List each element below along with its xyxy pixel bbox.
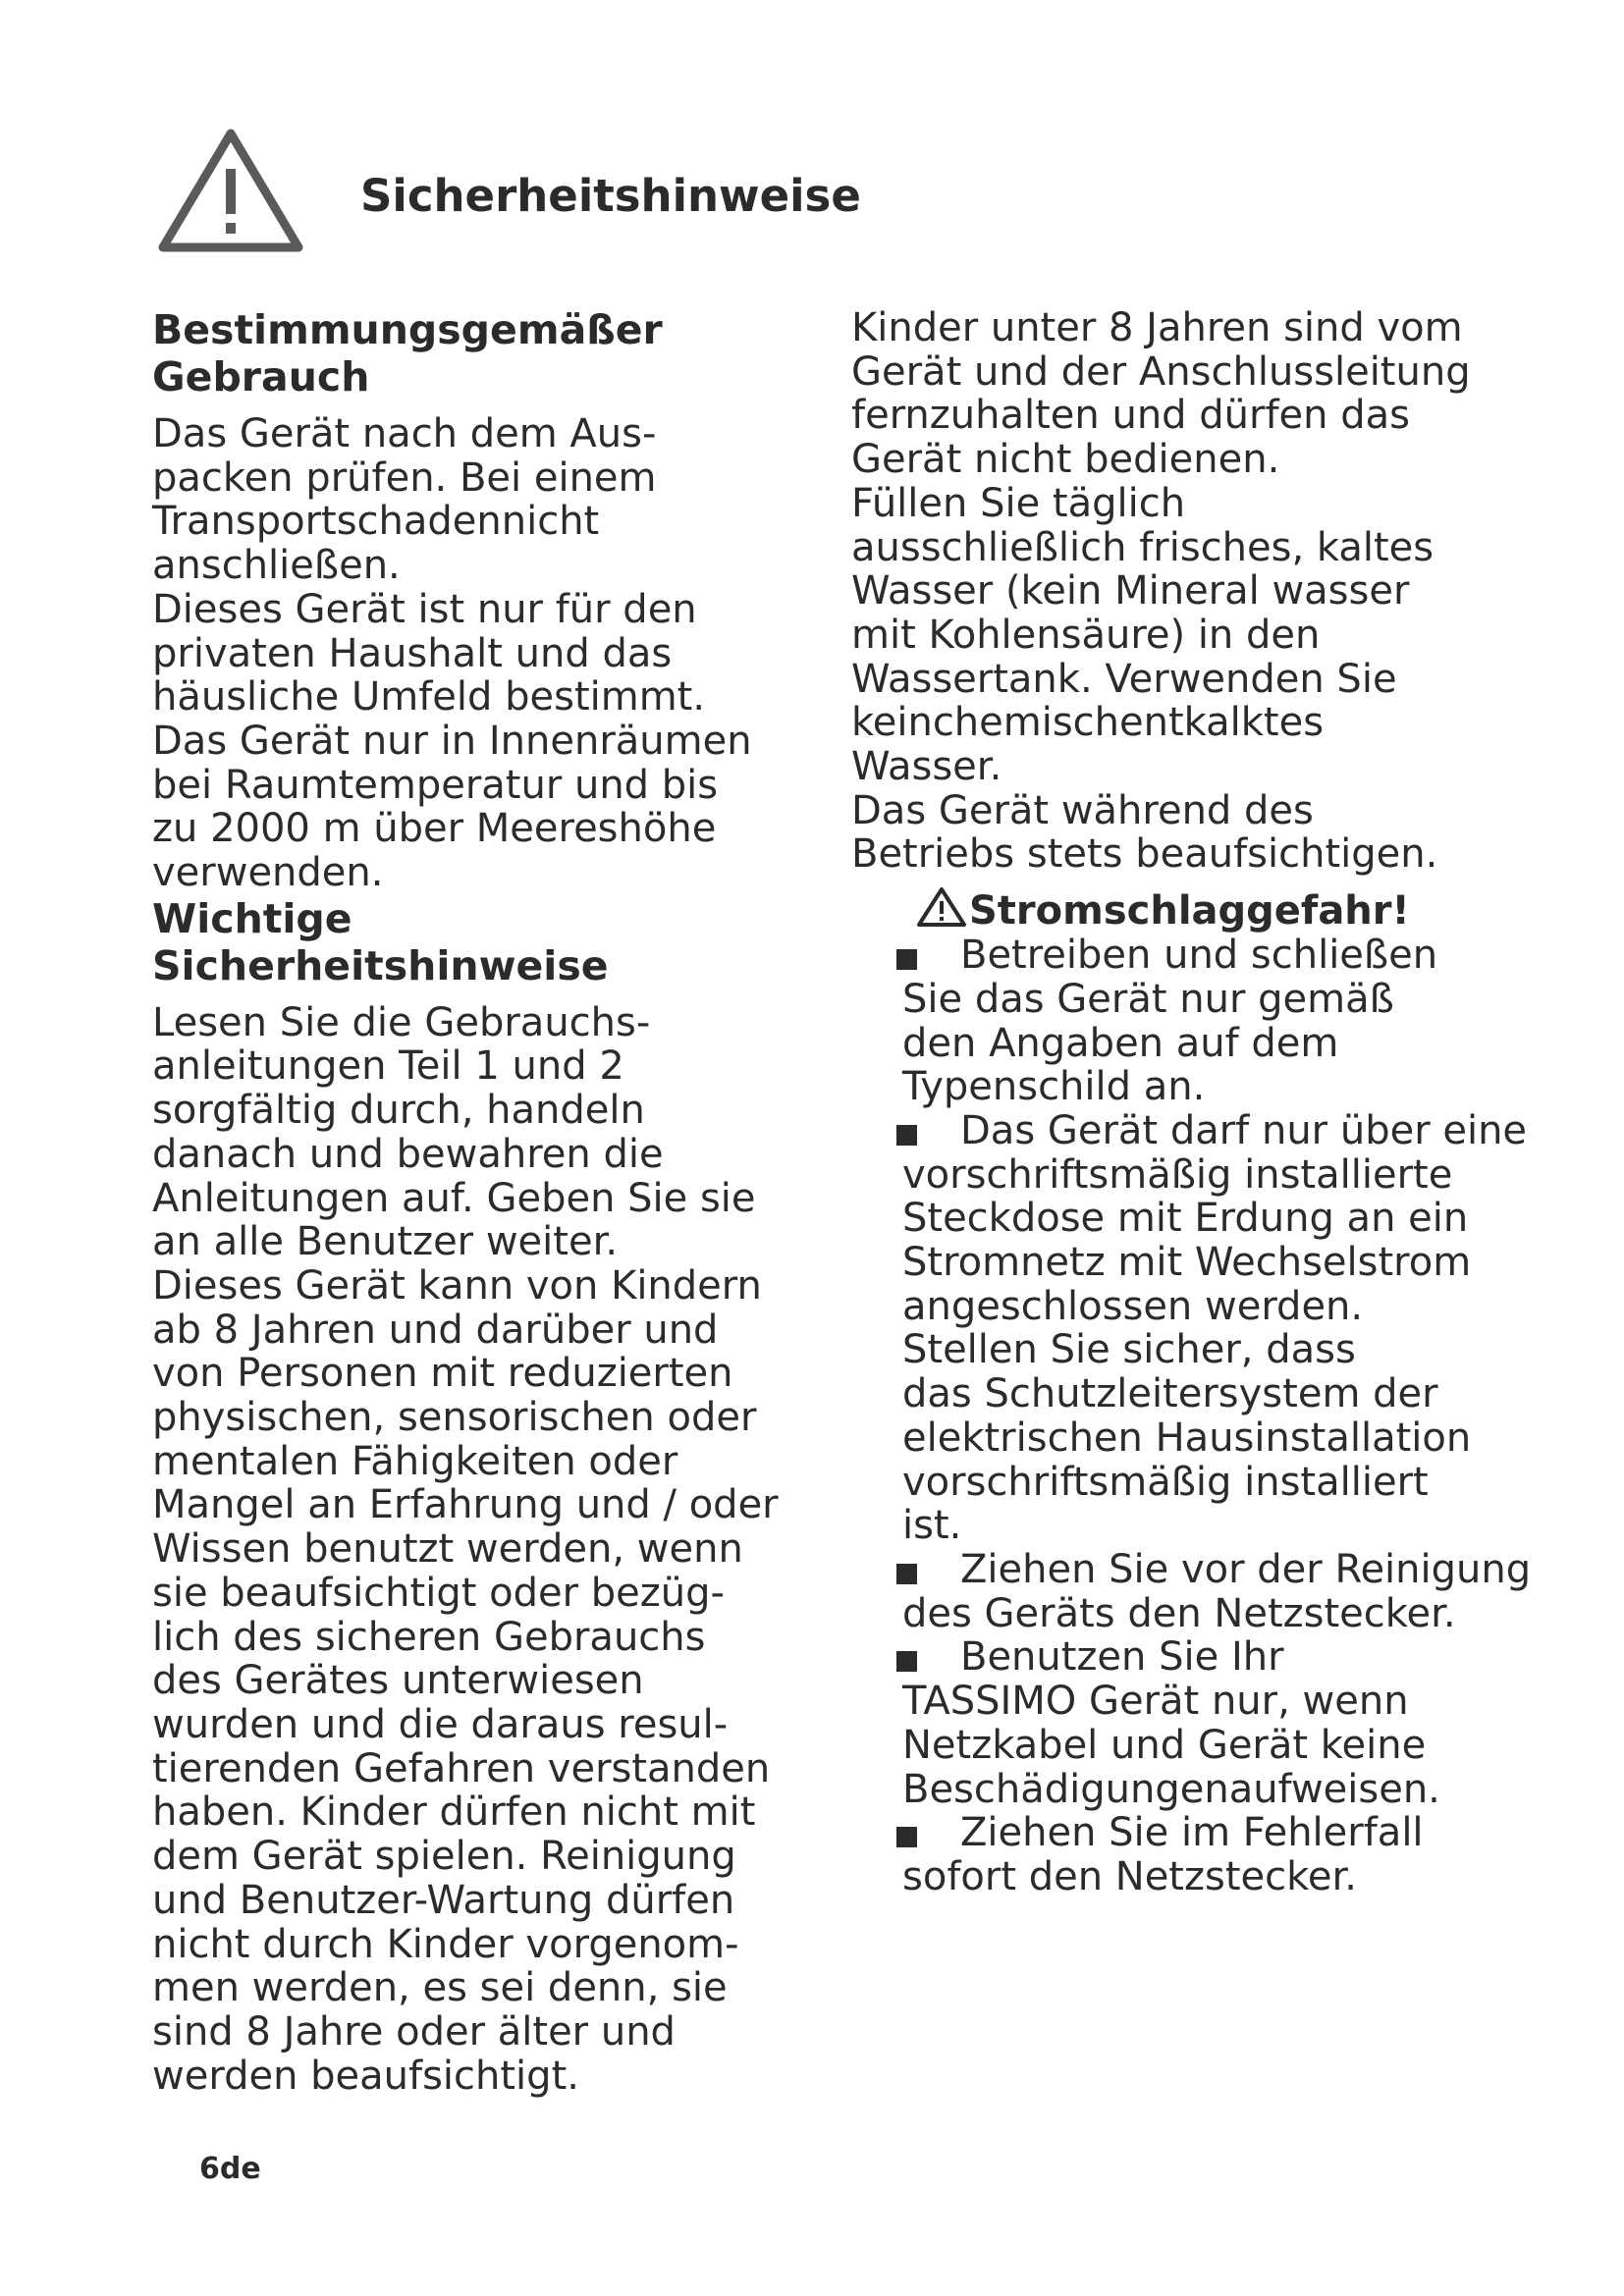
text-line: Gerät nicht bedienen. [851,437,1280,483]
text-line: zu 2000 m über Meereshöhe [152,806,717,852]
text-line: Das Gerät nur in Innenräumen [152,718,752,764]
text-line: vorschriftsmäßig installierte [902,1151,1453,1198]
text-line: Wasser. [851,744,1002,790]
text-line: Steckdose mit Erdung an ein [902,1196,1469,1242]
text-line: von Personen mit reduzierten [152,1351,733,1397]
text-line: Wissen benutzt werden, wenn [152,1526,743,1573]
important-safety-paragraph [152,1001,820,2099]
bullet-square-icon [896,949,917,970]
text-line: keinchemischentkalktes [851,700,1325,746]
text-line: Sie das Gerät nur gemäß [902,976,1394,1022]
text-line: des Gerätes unterwiesen [152,1658,644,1704]
text-line: tierenden Gefahren verstanden [152,1745,771,1791]
text-line: und Benutzer-Wartung dürfen [152,1877,735,1923]
text-line: sind 8 Jahre oder älter und [152,2008,676,2055]
text-line: Kinder unter 8 Jahren sind vom [851,305,1463,350]
text-line: werden beaufsichtigt. [152,2053,579,2099]
text-line: Stromnetz mit Wechselstrom [902,1240,1472,1286]
text-line: Gerät und der Anschlussleitung [851,348,1471,395]
text-line: das Schutzleitersystem der [902,1371,1438,1417]
left-column [152,306,820,2098]
text-line: Das Gerät darf nur über eine [960,1107,1528,1153]
text-line: Benutzen Sie Ihr [960,1634,1284,1681]
text-line: Betriebs stets beaufsichtigen. [851,831,1438,878]
text-line: danach und bewahren die [152,1131,664,1177]
text-line: Wassertank. Verwenden Sie [851,656,1397,702]
text-line: Ziehen Sie im Fehlerfall [960,1810,1424,1856]
text-line: physischen, sensorischen oder [152,1395,757,1441]
text-line: Das Gerät während des [851,787,1314,833]
text-line: anleitungen Teil 1 und 2 [152,1043,624,1090]
text-line: mentalen Fähigkeiten oder [152,1438,678,1484]
bullet-item [902,1635,1578,1811]
text-line: sofort den Netzstecker. [902,1853,1357,1899]
text-line: men werden, es sei denn, sie [152,1965,728,2011]
text-line: TASSIMO Gerät nur, wenn [902,1679,1409,1725]
text-line: verwenden. [152,850,384,896]
text-line: lich des sicheren Gebrauchs [152,1614,706,1660]
text-line: anschließen. [152,543,401,589]
text-line: Lesen Sie die Gebrauchs- [152,999,651,1045]
text-line: dem Gerät spielen. Reinigung [152,1834,736,1880]
page-title: Sicherheitshinweise [360,170,861,222]
warning-triangle-icon [916,886,967,928]
text-line: Ziehen Sie vor der Reinigung [960,1546,1532,1592]
text-line: Das Gerät nach dem Aus- [152,411,657,456]
text-line: an alle Benutzer weiter. [152,1219,619,1265]
intended-use-paragraph [152,412,820,895]
text-line: elektrischen Hausinstallation [902,1415,1472,1461]
heading-line: Bestimmungsgemäßer [152,306,663,353]
text-line: mit Kohlensäure) in den [851,612,1321,658]
bullet-square-icon [896,1651,917,1672]
bullet-item [902,1109,1578,1548]
text-line: des Geräts den Netzstecker. [902,1590,1456,1636]
warning-triangle-icon [157,126,304,255]
text-line: sorgfältig durch, handeln [152,1088,645,1134]
text-line: Transportschadennicht [152,499,600,545]
text-line: Betreiben und schließen [960,933,1438,979]
bullet-item [902,1548,1578,1635]
text-line: Stellen Sie sicher, dass [902,1327,1356,1373]
text-line: fernzuhalten und dürfen das [851,393,1410,439]
text-line: ab 8 Jahren und darüber und [152,1307,719,1353]
children-water-paragraph [851,306,1578,877]
bullet-item [902,1811,1578,1898]
text-line: häusliche Umfeld bestimmt. [152,674,706,721]
text-line: den Angaben auf dem [902,1020,1339,1066]
text-line: ist. [902,1503,962,1549]
bullet-square-icon [896,1827,917,1847]
section-heading-important-safety: Wichtige Sicherheitshinweise [152,894,609,989]
text-line: Füllen Sie täglich [851,480,1186,526]
text-line: ausschließlich frisches, kaltes [851,524,1435,570]
text-line: bei Raumtemperatur und bis [152,762,719,808]
warning-heading-text: Stromschlaggefahr! [969,888,1410,934]
text-line: Netzkabel und Gerät keine [902,1722,1427,1768]
text-line: angeschlossen werden. [902,1283,1364,1329]
text-line: haben. Kinder dürfen nicht mit [152,1789,756,1836]
text-line: Beschädigungenaufweisen. [902,1766,1440,1812]
bullet-square-icon [896,1125,917,1146]
text-line: Dieses Gerät ist nur für den [152,586,697,632]
text-line: Wasser (kein Mineral wasser [851,568,1410,614]
text-line: vorschriftsmäßig installiert [902,1459,1429,1505]
page-number: 6de [199,2152,261,2186]
text-line: packen prüfen. Bei einem [152,454,657,501]
bullet-item [902,934,1578,1109]
electric-shock-bullet-list [851,934,1578,1898]
section-heading-intended-use [152,306,820,400]
text-line: nicht durch Kinder vorgenom- [152,1921,739,1967]
text-line: wurden und die daraus resul- [152,1701,729,1747]
text-line: sie beaufsichtigt oder bezüg- [152,1570,725,1616]
text-line: privaten Haushalt und das [152,630,673,676]
text-line: Typenschild an. [902,1064,1206,1110]
text-line: Dieses Gerät kann von Kindern [152,1262,762,1308]
electric-shock-warning-heading [851,886,1578,934]
bullet-square-icon [896,1564,917,1584]
text-line: Anleitungen auf. Geben Sie sie [152,1175,756,1221]
heading-line: Gebrauch [152,353,370,400]
text-line: Mangel an Erfahrung und / oder [152,1482,779,1528]
right-column [851,306,1578,1899]
